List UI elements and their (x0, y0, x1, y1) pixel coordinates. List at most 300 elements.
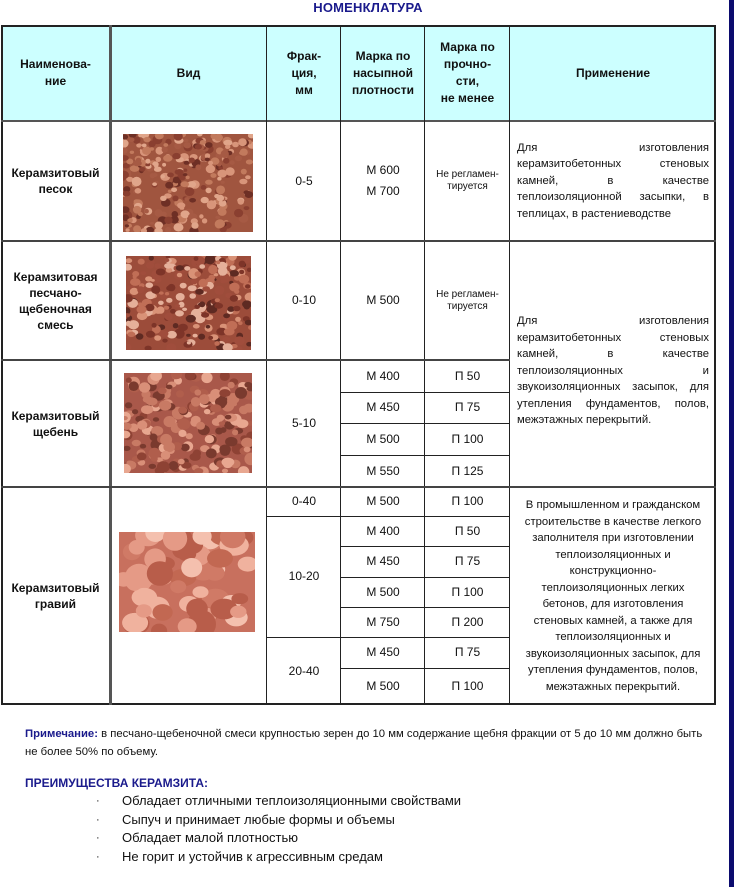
pebble (175, 310, 184, 316)
row-divider (510, 240, 716, 242)
pebble (175, 304, 181, 308)
pebble (151, 456, 158, 462)
pebble (194, 305, 200, 309)
grade-density: М 500 (341, 577, 425, 607)
pebble (167, 331, 177, 339)
pebble (126, 574, 143, 591)
subrow-divider (267, 637, 510, 638)
pebble (232, 429, 238, 435)
header-view: Вид (110, 25, 267, 121)
pebble (176, 293, 185, 301)
pebble (184, 142, 192, 148)
grade-density: М 450 (341, 546, 425, 577)
pebble (156, 157, 162, 162)
pebble (139, 382, 150, 392)
pebble (129, 137, 135, 142)
subrow-divider (267, 516, 510, 517)
pebble (129, 381, 139, 391)
pebble (187, 341, 191, 344)
pebble (206, 448, 217, 458)
pebble (164, 217, 172, 224)
pebble (145, 304, 154, 311)
pebble (147, 561, 173, 586)
header-fraction: Фрак- ция, мм (267, 25, 341, 121)
pebble (155, 209, 163, 217)
pebble (140, 444, 146, 449)
pebble (215, 428, 223, 435)
subrow-divider (341, 392, 510, 393)
pebble (158, 388, 167, 395)
pebble (136, 604, 152, 617)
grade-density: М 550 (341, 455, 425, 487)
pebble (239, 270, 244, 274)
pebble (170, 580, 186, 593)
pebble (169, 461, 179, 470)
pebble (146, 282, 154, 288)
grade-strength: П 100 (425, 577, 510, 607)
advantage-text: Не горит и устойчив к агрессивным средам (122, 848, 383, 864)
pebble (232, 142, 239, 148)
pebble (217, 170, 227, 178)
row-image-cell (110, 360, 267, 487)
grade-strength: П 100 (425, 423, 510, 455)
pebble (244, 382, 252, 388)
pebble (177, 419, 190, 430)
row-image-cell (110, 487, 267, 705)
pebble (186, 599, 208, 619)
pebble (173, 177, 180, 184)
pebble (152, 173, 157, 177)
grade-density: М 750 (341, 607, 425, 637)
pebble (215, 219, 225, 228)
pebble (194, 257, 199, 261)
list-item (96, 811, 461, 830)
pebble (214, 303, 223, 309)
pebble (159, 330, 169, 337)
subrow-divider (341, 668, 510, 669)
pebble (245, 284, 250, 288)
pebble (186, 433, 193, 439)
pebble (137, 452, 147, 460)
pebble (245, 175, 251, 179)
row-application-mix-crushed (510, 241, 716, 487)
pebble (136, 333, 144, 339)
bullet-icon: · (96, 850, 100, 863)
pebble (152, 182, 157, 186)
header-bulk-density-grade: Марка по насыпной плотности (341, 25, 425, 121)
pebble (238, 138, 247, 146)
bullet-icon: · (96, 832, 100, 844)
page-side-bar (729, 0, 734, 887)
pebble (202, 218, 207, 223)
pebble (155, 263, 161, 268)
pebble (245, 191, 254, 198)
pebble (183, 169, 187, 172)
pebble (222, 458, 235, 467)
pebble (152, 323, 157, 328)
grade-strength: П 75 (425, 546, 510, 577)
pebble (191, 279, 197, 285)
grade-strength: П 200 (425, 607, 510, 637)
pebble (178, 324, 188, 331)
pebble (181, 558, 202, 577)
bullet-icon: · (96, 813, 100, 826)
expanded-clay-sand-photo (123, 134, 253, 232)
pebble (145, 159, 150, 164)
column-divider (424, 25, 425, 705)
pebble (175, 169, 184, 175)
pebble (239, 261, 246, 268)
pebble (163, 143, 168, 147)
pebble (216, 260, 220, 264)
row-application-sand (510, 121, 716, 241)
pebble (221, 181, 225, 184)
pebble (189, 158, 195, 163)
pebble (132, 409, 138, 414)
pebble (195, 389, 202, 395)
pebble (200, 140, 206, 145)
grade-density: М 400 (341, 516, 425, 546)
pebble (244, 447, 251, 453)
pebble (130, 278, 141, 286)
pebble (151, 286, 160, 294)
pebble (153, 604, 173, 621)
pebble (135, 188, 142, 194)
pebble (201, 312, 209, 317)
grade-strength: П 50 (425, 516, 510, 546)
pebble (182, 308, 187, 311)
pebble (204, 409, 211, 414)
pebble (170, 309, 176, 314)
pebble (176, 390, 184, 397)
pebble (184, 197, 189, 201)
pebble (219, 421, 225, 425)
pebble (215, 298, 220, 302)
pebble (138, 259, 145, 265)
pebble (164, 416, 176, 427)
row-fraction: 0-5 (267, 121, 341, 241)
pebble (153, 417, 159, 421)
application-text: Для изготовления керамзитобетонных стеновых камней, в качестве теплоизоляционной засыпки, в теплицах, в растениеводстве (517, 141, 709, 220)
row-divider (1, 240, 510, 242)
pebble (218, 167, 223, 170)
pebble (159, 400, 171, 410)
expanded-clay-crushed-stone-photo (124, 373, 252, 473)
advantage-text: Обладает малой плотностью (122, 830, 299, 845)
pebble (126, 378, 132, 383)
pebble (226, 167, 235, 176)
row-fraction: 10-20 (267, 516, 341, 637)
pebble (133, 206, 141, 214)
pebble (205, 435, 214, 443)
pebble (223, 158, 229, 164)
pebble (222, 469, 228, 473)
pebble (172, 211, 179, 218)
row-strength: Не регламен- тируется (425, 241, 510, 360)
row-image-cell (110, 121, 267, 241)
row-name-gravel: Керамзитовый гравий (1, 487, 110, 705)
pebble (219, 389, 230, 397)
grade-density: М 450 (341, 392, 425, 423)
pebble (223, 313, 230, 318)
pebble (144, 209, 149, 214)
row-application-gravel (510, 487, 716, 705)
pebble (198, 334, 205, 340)
pebble (238, 199, 244, 205)
subrow-divider (341, 607, 510, 608)
pebble (158, 301, 164, 305)
row-name-sand: Керамзитовый песок (1, 121, 110, 241)
pebble (189, 198, 196, 203)
pebble (176, 265, 184, 271)
pebble (178, 407, 187, 414)
pebble (214, 286, 224, 295)
pebble (199, 279, 208, 287)
pebble (201, 185, 207, 190)
pebble (210, 389, 221, 398)
pebble (230, 265, 236, 270)
pebble (164, 263, 172, 269)
pebble (129, 540, 145, 555)
pebble (162, 147, 168, 153)
row-image-cell (110, 241, 267, 360)
pebble (157, 306, 165, 313)
pebble (177, 202, 185, 208)
grade-density: М 500 (341, 668, 425, 705)
pebble (229, 270, 239, 276)
pebble (178, 430, 186, 437)
grade-strength: П 100 (425, 487, 510, 516)
pebble (143, 137, 150, 142)
subrow-divider (341, 423, 510, 424)
list-item (96, 848, 461, 867)
pebble (224, 328, 235, 335)
grade-density: М 500 (341, 487, 425, 516)
pebble (184, 266, 190, 271)
pebble (132, 177, 142, 186)
grade-density: М 450 (341, 637, 425, 668)
pebble (246, 160, 253, 165)
pebble (201, 197, 209, 203)
advantages-list (96, 792, 461, 866)
row-density: М 600 М 700 (341, 121, 425, 241)
pebble (132, 588, 158, 607)
expanded-clay-sand-gravel-mix-photo (126, 256, 251, 350)
pebble (123, 191, 130, 196)
pebble (167, 173, 174, 178)
pebble (207, 549, 233, 568)
grade-strength: П 75 (425, 637, 510, 668)
grade-strength: П 100 (425, 668, 510, 705)
pebble (193, 334, 198, 338)
pebble (162, 163, 166, 167)
row-fraction: 20-40 (267, 637, 341, 705)
header-strength-grade: Марка по прочно- сти, не менее (425, 25, 510, 121)
pebble (184, 161, 190, 165)
pebble (222, 337, 230, 342)
pebble (165, 313, 173, 321)
row-name-mix: Керамзитовая песчано- щебеночная смесь (1, 241, 110, 360)
pebble (189, 293, 196, 299)
pebble (137, 306, 147, 314)
pebble (146, 398, 158, 406)
pebble (230, 295, 238, 302)
pebble (162, 339, 167, 343)
pebble (225, 145, 230, 149)
pebble (125, 402, 132, 408)
pebble (130, 288, 139, 295)
pebble (150, 222, 154, 225)
grade-density: М 400 (341, 360, 425, 392)
pebble (125, 224, 129, 227)
pebble (230, 160, 235, 165)
pebble (199, 301, 205, 307)
pebble (225, 415, 232, 420)
pebble (191, 222, 198, 229)
pebble (228, 382, 235, 389)
row-divider (1, 486, 716, 488)
pebble (214, 341, 219, 346)
pebble (166, 298, 172, 303)
application-text: Для изготовления керамзитобетонных стеновых камней, в качестве теплоизоляционных и звукоизоляционных засыпок, для утепления фундаментов, полов, межэтажных перекрытий. (517, 315, 709, 426)
pebble (206, 188, 212, 194)
pebble (193, 324, 200, 329)
pebble (195, 271, 201, 277)
pebble (205, 142, 213, 148)
pebble (239, 179, 247, 185)
pebble (199, 214, 203, 218)
table-border-left (1, 25, 3, 705)
expanded-clay-gravel-photo (119, 532, 255, 632)
pebble (191, 397, 201, 407)
pebble (172, 153, 180, 159)
pebble (199, 264, 205, 269)
pebble (161, 451, 171, 460)
advantage-text: Обладает отличными теплоизоляционными свойствами (122, 793, 462, 808)
pebble (163, 155, 172, 162)
pebble (181, 444, 190, 452)
header-name: Наименова- ние (1, 25, 110, 121)
pebble (185, 187, 195, 196)
pebble (195, 144, 202, 150)
page-title: НОМЕНКЛАТУРА (313, 0, 423, 15)
pebble (235, 317, 241, 322)
pebble (215, 216, 220, 219)
pebble (186, 334, 191, 337)
pebble (210, 404, 221, 412)
advantages-title: ПРЕИМУЩЕСТВА КЕРАМЗИТА: (25, 776, 209, 790)
note-label: Примечание: (25, 728, 98, 740)
pebble (127, 332, 135, 337)
pebble (172, 196, 178, 202)
header-application: Применение (510, 25, 716, 121)
pebble (166, 385, 173, 390)
grade-strength: П 125 (425, 455, 510, 487)
note-paragraph (25, 725, 715, 761)
pebble (186, 315, 196, 323)
pebble (239, 406, 248, 415)
pebble (208, 161, 213, 166)
pebble (126, 228, 130, 232)
pebble (159, 291, 164, 294)
pebble (133, 160, 142, 166)
grade-strength: П 75 (425, 392, 510, 423)
pebble (173, 323, 179, 328)
pebble (205, 158, 210, 162)
pebble (199, 394, 209, 404)
pebble (183, 139, 188, 143)
pebble (130, 151, 134, 154)
pebble (218, 266, 228, 276)
pebble (193, 586, 209, 598)
pebble (146, 262, 154, 269)
pebble (156, 269, 166, 276)
note-text: в песчано-щебеночной смеси крупностью зерен до 10 мм содержание щебня фракции от 5 до 10 мм должно быть не более 50% по объему. (25, 728, 703, 758)
pebble (164, 306, 170, 310)
pebble (205, 180, 213, 185)
row-fraction: 5-10 (267, 360, 341, 487)
pebble (150, 434, 158, 441)
pebble (132, 440, 141, 446)
pebble (142, 144, 147, 148)
pebble (195, 164, 201, 170)
advantage-text: Сыпуч и принимает любые формы и объемы (122, 811, 395, 827)
pebble (233, 306, 240, 312)
pebble (244, 206, 250, 210)
pebble (230, 606, 246, 618)
pebble (216, 186, 225, 195)
pebble (128, 218, 132, 222)
pebble (165, 182, 173, 189)
pebble (149, 464, 157, 469)
pebble (137, 286, 144, 293)
pebble (133, 275, 137, 279)
pebble (180, 283, 187, 289)
pebble (160, 434, 172, 446)
pebble (177, 273, 182, 278)
pebble (196, 422, 205, 430)
pebble (165, 258, 170, 262)
grade-strength: П 50 (425, 360, 510, 392)
pebble (139, 167, 145, 172)
pebble (217, 195, 225, 202)
pebble (137, 420, 147, 429)
pebble (186, 176, 190, 180)
column-divider (340, 25, 341, 705)
pebble (195, 289, 204, 295)
pebble (165, 292, 169, 295)
pebble (160, 196, 167, 201)
application-text: В промышленном и гражданском строительстве в качестве легкого заполнителя при изготовлении теплоизоляционных и конструкционно-теплоизоляционных легких бетонов, для изготовления стеновых камней, а также для теплоизоляционных и звукоизоляционных засыпок, для утепления фундаментов, полов, межэтажных перекрытий. (524, 499, 702, 693)
pebble (183, 173, 188, 176)
pebble (171, 188, 177, 193)
pebble (234, 336, 245, 345)
pebble (206, 165, 215, 173)
subrow-divider (341, 455, 510, 456)
pebble (142, 147, 151, 155)
nomenclature-table (1, 25, 716, 705)
pebble (166, 286, 173, 291)
bullet-icon: · (96, 795, 100, 807)
pebble (188, 285, 197, 291)
pebble (180, 181, 189, 187)
pebble (206, 325, 211, 329)
column-divider (509, 25, 510, 705)
pebble (141, 405, 153, 414)
pebble (235, 155, 242, 161)
row-strength: Не регламен- тируется (425, 121, 510, 241)
table-border-right (714, 25, 716, 705)
